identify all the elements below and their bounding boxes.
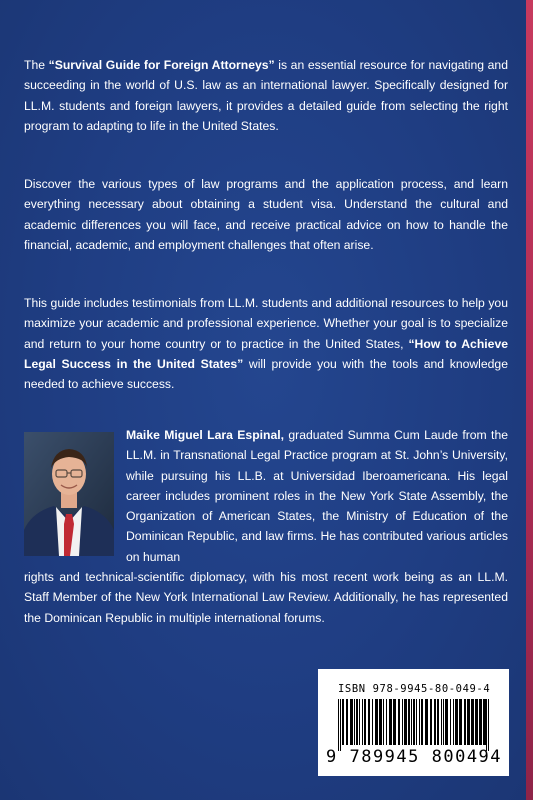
author-photo — [24, 432, 114, 556]
barcode-bar — [359, 699, 360, 745]
barcode-bar — [398, 699, 400, 745]
barcode-bar — [408, 699, 410, 745]
barcode-bar — [364, 699, 366, 745]
barcode-bar — [346, 699, 348, 745]
barcode-bar — [486, 699, 487, 751]
barcode-bar — [354, 699, 355, 745]
barcode-bar — [362, 699, 363, 745]
barcode-bar — [379, 699, 382, 745]
barcode-bar — [413, 699, 415, 745]
barcode-bar — [488, 699, 489, 751]
isbn-label: ISBN 978-9945-80-049-4 — [338, 683, 491, 695]
barcode-bar — [383, 699, 384, 745]
barcode-bar — [483, 699, 486, 745]
barcode-bar — [393, 699, 396, 745]
barcode-bar — [416, 699, 417, 745]
guide-text-end: will provide you with the tools and knowledge needed to achieve success. — [24, 356, 508, 392]
barcode-bar — [434, 699, 436, 745]
barcode-bar — [471, 699, 474, 745]
barcode-digits: 9 789945 800494 — [326, 747, 503, 767]
barcode-bar — [445, 699, 448, 745]
barcode-bar — [368, 699, 370, 745]
barcode-bar — [350, 699, 353, 745]
intro-paragraph — [24, 55, 508, 136]
barcode-bar — [419, 699, 420, 745]
intro-text-end: is an essential resource for navigating and succeeding in the world of U.S. law as an international lawyer. Specifically designed for LL.M. students and foreign lawyers, it provides a detailed guide from selecting the right program to adapting to life in the United States. — [24, 58, 508, 133]
barcode-bar — [479, 699, 482, 745]
barcode-bar — [443, 699, 444, 745]
guide-text-start: This guide includes testimonials from LL.M. students and additional resources to help you maximize your academic and professional experience. Whether your goal is to specialize and return to your home country or to practice in the United States, — [24, 296, 508, 351]
spine-edge — [526, 0, 533, 800]
barcode-bar — [467, 699, 470, 745]
barcode-bar — [425, 699, 428, 745]
author-bio-text: graduated Summa Cum Laude from the LL.M. in Transnational Legal Practice program at St. John’s University, while pursuing his LL.B. at Universidad Iberoamericana. His legal career includes prominent roles in the New York State Assembly, the Organization of American States, the Ministry of Education of the Dominican Republic, and law firms. He has contributed various articles on human — [126, 428, 509, 564]
intro-text-start: The — [24, 58, 49, 72]
author-name: Maike Miguel Lara Espinal, — [126, 428, 285, 442]
barcode-bar — [464, 699, 466, 745]
barcode-bar — [455, 699, 458, 745]
discover-paragraph: Discover the various types of law programs and the application process, and learn everything necessary about obtaining a student visa. Understand the cultural and academic differences you will face, and receive practical advice on how to handle the financial, academic, and employment challenges that often arise. — [24, 177, 508, 252]
author-bio-top — [126, 425, 508, 567]
barcode-bar — [411, 699, 412, 745]
barcode-bar — [437, 699, 439, 745]
barcode-bar — [421, 699, 423, 745]
barcode-bar — [340, 699, 341, 751]
barcode-bar — [475, 699, 478, 745]
barcode-bar — [356, 699, 358, 745]
barcode-bar — [441, 699, 442, 745]
barcode-bar — [389, 699, 392, 745]
subtitle-bold: “How to Achieve Legal Success in the United States” — [24, 336, 508, 371]
barcode-bar — [375, 699, 378, 745]
barcode-bar — [404, 699, 407, 745]
barcode-bar — [372, 699, 373, 745]
barcode-bar — [459, 699, 462, 745]
barcode-bar — [453, 699, 454, 745]
author-bio-bottom: rights and technical-scientific diplomacy, with his most recent work being as an LL.M. Staff Member of the New York International Law Review. Additionally, he has represented the Dominican Republic in multiple international forums. — [24, 570, 508, 625]
barcode-bar — [402, 699, 403, 745]
barcode-bar — [450, 699, 451, 745]
barcode-bar — [430, 699, 432, 745]
book-title-bold: “Survival Guide for Foreign Attorneys” — [48, 58, 275, 72]
barcode-bar — [386, 699, 387, 745]
guide-paragraph — [24, 293, 508, 394]
barcode-bar — [338, 699, 339, 751]
barcode-bar — [342, 699, 344, 745]
isbn-barcode — [318, 669, 509, 776]
